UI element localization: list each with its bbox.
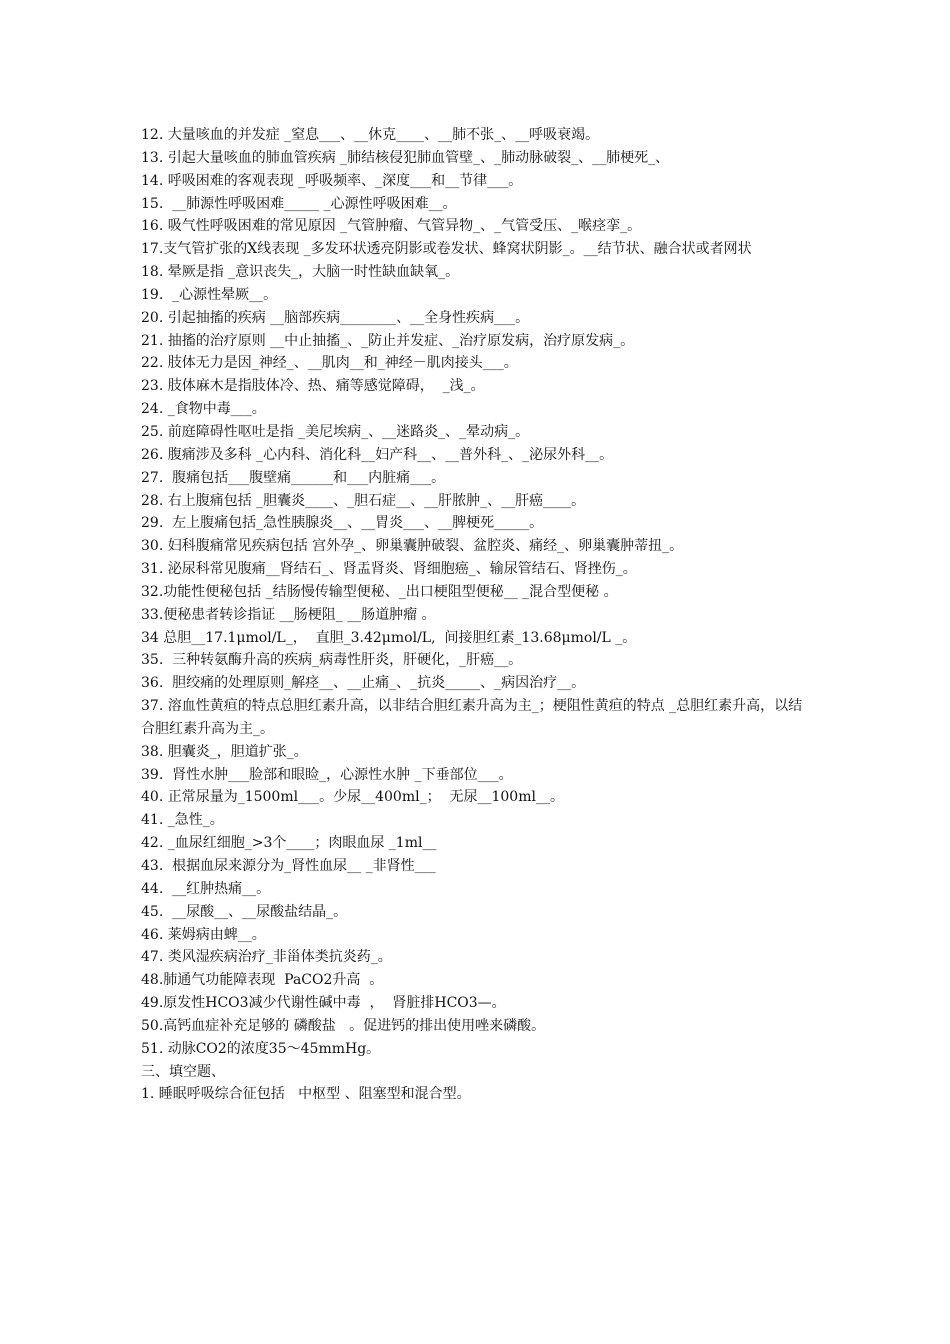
text-line: 三、填空题、: [141, 1063, 225, 1080]
text-line: 47. 类风湿疾病治疗_非甾体类抗炎药_。: [141, 949, 392, 966]
text-line: 50.高钙血症补充足够的 磷酸盐 。促进钙的排出使用唑来磷酸。: [141, 1017, 546, 1034]
text-line: 23. 肢体麻木是指肢体冷、热、痛等感觉障碍， _浅_。: [141, 378, 485, 395]
text-line: 28. 右上腹痛包括 _胆囊炎____、_胆石症__、__肝脓肿_、__肝癌____。: [141, 492, 586, 509]
text-line: 43. 根据血尿来源分为_肾性血尿__ _非肾性___: [141, 858, 436, 874]
text-line: 22. 肢体无力是因_神经_、__肌肉__和_神经－肌肉接头___。: [141, 355, 518, 372]
text-line: 38. 胆囊炎_，胆道扩张_。: [141, 743, 308, 760]
text-line: 21. 抽搐的治疗原则 __中止抽搐_、_防止并发症、_治疗原发病，治疗原发病_。: [141, 332, 635, 349]
text-line: 13. 引起大量咳血的肺血管疾病 _肺结核侵犯肺血管壁_、_肺动脉破裂_、__肺梗死_、: [141, 149, 670, 166]
text-line: 20. 引起抽搐的疾病 __脑部疾病________、__全身性疾病___。: [141, 309, 530, 326]
text-line: 37. 溶血性黄疸的特点总胆红素升高，以非结合胆红素升高为主_；梗阻性黄疸的特点 _总胆红素升高，以结合胆红素升高为主_。: [141, 698, 803, 737]
text-line: 40. 正常尿量为_1500ml___。少尿__400ml_； 无尿__100ml__。: [141, 789, 564, 806]
text-line: 45. __尿酸__、__尿酸盐结晶_。: [141, 903, 348, 920]
text-line: 42. _血尿红细胞_>3个____；肉眼血尿 _1ml__: [141, 835, 437, 852]
text-line: 25. 前庭障碍性呕吐是指 _美尼埃病_、__迷路炎_、_晕动病_。: [141, 423, 530, 440]
text-line: 32.功能性便秘包括 _结肠慢传输型便秘、_出口梗阻型便秘__ _混合型便秘 。: [141, 583, 618, 600]
text-line: 27. 腹痛包括___腹壁痛______和___内脏痛___。: [141, 469, 446, 486]
text-line: 29. 左上腹痛包括_急性胰腺炎__、__胃炎___、__脾梗死_____。: [141, 515, 544, 532]
text-line: 30. 妇科腹痛常见疾病包括 宫外孕_、卵巢囊肿破裂、盆腔炎、痛经_、卵巢囊肿蒂扭_。: [141, 538, 684, 555]
text-line: 18. 晕厥是指 _意识丧失_，大脑一时性缺血缺氧_。: [141, 264, 460, 281]
text-line: 19. _心源性晕厥__。: [141, 286, 278, 303]
text-line: 36. 胆绞痛的处理原则_解痉__、__止痛_、_抗炎_____、_病因治疗__。: [141, 675, 586, 692]
text-line: 49.原发性HCO3减少代谢性碱中毒 ， 肾脏排HCO3—。: [141, 995, 506, 1012]
text-line: 1. 睡眠呼吸综合征包括 中枢型 、阻塞型和混合型。: [141, 1086, 471, 1103]
text-line: 31. 泌尿科常见腹痛__肾结石_、肾盂肾炎、肾细胞癌_、输尿管结石、肾挫伤_。: [141, 561, 637, 578]
text-line: 14. 呼吸困难的客观表现 _呼吸频率、_深度___和__节律___。: [141, 172, 523, 189]
text-line: 24. _食物中毒___。: [141, 401, 266, 418]
text-line: 46. 莱姆病由蜱__。: [141, 926, 266, 943]
text-line: 48.肺通气功能障表现 PaCO2升高 。: [141, 972, 384, 989]
text-line: 16. 吸气性呼吸困难的常见原因 _气管肿瘤、气管异物_、_气管受压、_喉痉挛_。: [141, 218, 642, 235]
text-line: 34 总胆__17.1μmol/L_， 直胆_3.42μmol/L, 间接胆红素_13.68μmol/L _。: [141, 629, 637, 646]
text-line: 15. __肺源性呼吸困难_____ _心源性呼吸困难__。: [141, 195, 457, 212]
text-line: 44. __红肿热痛__。: [141, 880, 271, 897]
text-line: 12. 大量咳血的并发症 _窒息___、__休克____、__肺不张_、__呼吸衰竭。: [141, 127, 600, 143]
text-line: 41. _急性_。: [141, 812, 224, 829]
text-line: 35. 三种转氨酶升高的疾病_病毒性肝炎，肝硬化，_肝癌__。: [141, 652, 523, 669]
text-line: 39. 肾性水肿___脸部和眼睑_，心源性水肿 _下垂部位___。: [141, 766, 513, 783]
text-line: 17.支气管扩张的X线表现 _多发环状透亮阴影或卷发状、蜂窝状阴影_。__结节状、融合状或者网状: [141, 241, 752, 258]
text-line: 33.便秘患者转诊指证 __肠梗阻_ __肠道肿瘤 。: [141, 606, 436, 623]
text-line: 51. 动脉CO2的浓度35～45mmHg。: [141, 1040, 381, 1057]
document-body: [141, 124, 816, 1106]
text-line: 26. 腹痛涉及多科 _心内科、消化科__妇产科__、__普外科_、_泌尿外科__。: [141, 446, 614, 463]
